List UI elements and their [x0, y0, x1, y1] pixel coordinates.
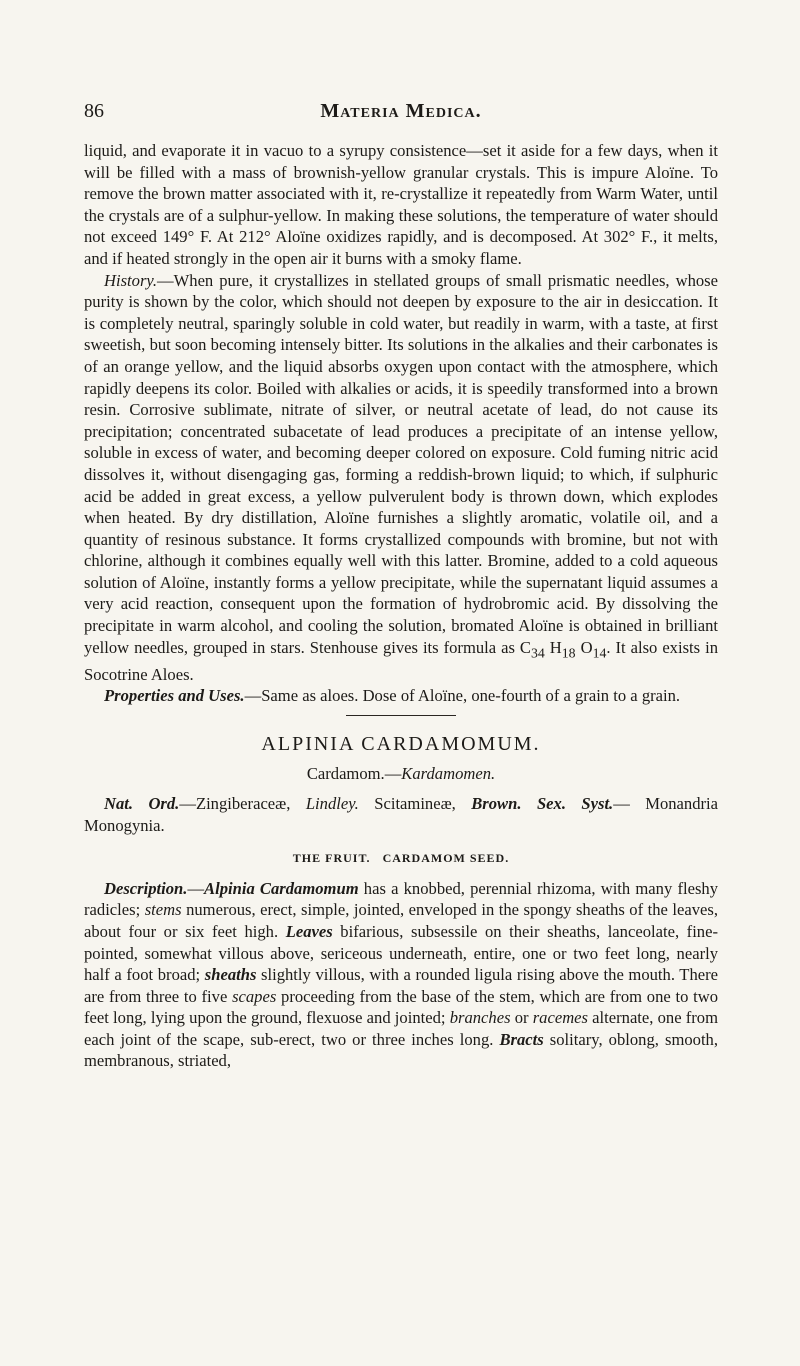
properties-label: Properties and Uses. [104, 686, 245, 706]
desc-dash: — [187, 878, 205, 898]
page-header [84, 100, 718, 128]
common-names [84, 763, 718, 785]
desc-text-1: has a knobbed, perennial rhizoma, with many fleshy radicles; [84, 878, 718, 920]
part-used-right: CARDAMOM SEED. [382, 851, 510, 866]
authority-lindley: Lindley. [305, 793, 359, 813]
classification-paragraph [84, 793, 718, 836]
formula-h: H [544, 637, 562, 657]
history-label: History. [104, 270, 158, 290]
nat-ord-text-2: Scitamineæ, [358, 793, 472, 813]
term-racemes: racemes [532, 1008, 588, 1028]
section-heading: ALPINIA CARDAMOMUM. [261, 732, 541, 755]
desc-text-5: proceeding from the base of the stem, which are from one to two feet long, lying upon the ground, flexuose and jointed; [84, 986, 718, 1028]
authority-brown: Brown. [471, 793, 522, 813]
description-paragraph [84, 878, 718, 1072]
description-label: Description. [104, 878, 188, 898]
term-sheaths: sheaths [204, 965, 257, 985]
nat-ord-label: Nat. Ord. [104, 793, 180, 813]
nat-ord-text: —Zingiberaceæ, [179, 793, 306, 813]
desc-text-7: alternate, one from each joint of the scape, sub-erect, two or three inches long. [84, 1008, 718, 1049]
page-number: 86 [84, 100, 104, 122]
running-title: Materia Medica. [320, 100, 482, 122]
term-leaves: Leaves [285, 921, 333, 941]
species-name: Alpinia Cardamomum [204, 878, 359, 898]
formula-o-subscript: 14 [592, 644, 607, 660]
desc-text-6: or [510, 1008, 533, 1028]
term-branches: branches [449, 1008, 511, 1028]
german-name: Kardamomen. [401, 764, 496, 784]
history-paragraph [84, 270, 718, 686]
part-used-left: THE FRUIT. [292, 851, 371, 866]
desc-text-3: bifarious, subsessile on their sheaths, lanceolate, fine-pointed, somewhat villous above, sericeous underneath, entire, one or two feet long, nearly half a foot broad; [84, 921, 718, 985]
parts-used [84, 848, 718, 870]
common-name: Cardamom.— [306, 764, 402, 784]
desc-text-8: solitary, oblong, smooth, membranous, striated, [84, 1029, 719, 1071]
formula-h-subscript: 18 [561, 644, 576, 660]
section-divider [346, 715, 456, 716]
term-stems: stems [144, 900, 182, 920]
properties-text: —Same as aloes. Dose of Aloïne, one-fourth of a grain to a grain. [244, 686, 681, 706]
formula-c-subscript: 34 [530, 644, 545, 660]
properties-paragraph [84, 685, 718, 707]
formula-o: O [575, 637, 593, 657]
aloine-text: liquid, and evaporate it in vacuo to a syrupy consistence—set it aside for a few days, when it will be filled with a mass of brownish-yellow granular crystals. This is impure Aloïne. To remove the brown matter associated with it, re-crystallize it repeatedly from Warm Water, until the crystals are of a sulphur-yellow. In making these solutions, the temperature of water should not exceed 149° F. At 212° Aloïne oxidizes rapidly, and is decomposed. At 302° F., it melts, and if heated strongly in the open air it burns with a smoky flame. [84, 141, 718, 268]
sex-syst-label: Sex. Syst. [536, 793, 614, 813]
sex-syst-text: — Monandria Monogynia. [84, 793, 719, 835]
desc-text-2: numerous, erect, simple, jointed, enveloped in the spongy sheaths of the leaves, about four or six feet high. [84, 900, 718, 941]
term-bracts: Bracts [499, 1029, 544, 1049]
page-body [84, 140, 718, 1072]
history-end: . It also exists in Socotrine Aloes. [84, 637, 718, 684]
history-text: —When pure, it crystallizes in stellated groups of small prismatic needles, whose purity is shown by the color, which should not deepen by exposure to the air in desiccation. It is completely neutral, sparingly soluble in cold water, but readily in warm, with a taste, at first sweetish, but soon becoming intensely bitter. Its solutions in the alkalies and their carbonates is of an orange yellow, and the liquid absorbs oxygen upon contact with the atmosphere, which rapidly deepens its color. Boiled with alkalies or acids, it is speedily transformed into a brown resin. Corrosive sublimate, nitrate of silver, or neutral acetate of lead, do not cause its precipitation; concentrated subacetate of lead produces a precipitate of an intense yellow, soluble in excess of water, and becoming deeper colored on exposure. Cold fuming nitric acid dissolves it, without disengaging gas, forming a reddish-brown liquid; to which, if sulphuric acid be added in great excess, a yellow pulverulent body is thrown down, which explodes when heated. By dry distillation, Aloïne furnishes a slightly aromatic, volatile oil, and a quantity of resinous substance. It forms crystallized compounds with bromine, but not with chlorine, although it combines equally well with this latter. Bromine, added to a cold aqueous solution of Aloïne, instantly forms a yellow precipitate, while the supernatant liquid assumes a very acid reaction, consequent upon the formation of hydrobromic acid. By dissolving the precipitate in warm alcohol, and cooling the solution, bromated Aloïne is obtained in brilliant yellow needles, grouped in stars. Stenhouse gives its formula as C [84, 270, 718, 657]
desc-text-4: slightly villous, with a rounded ligula rising above the mouth. There are from three to five [84, 965, 718, 1006]
term-scapes: scapes [232, 986, 277, 1006]
aloine-paragraph [84, 140, 718, 270]
